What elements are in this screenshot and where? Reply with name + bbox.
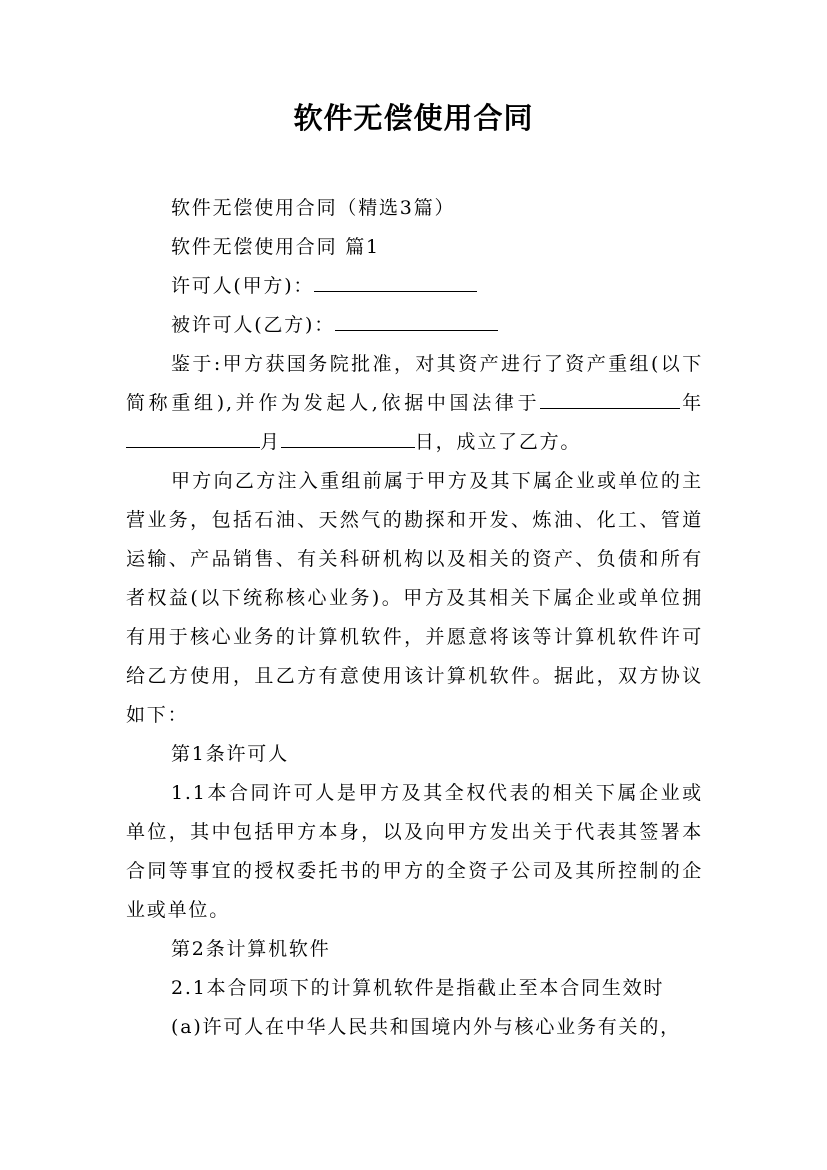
section-heading: 软件无偿使用合同 篇1	[171, 236, 380, 258]
date-blank-3	[281, 425, 415, 448]
background-paragraph: 甲方向乙方注入重组前属于甲方及其下属企业或单位的主营业务，包括石油、天然气的勘探和开发、炼油、化工、管道运输、产品销售、有关科研机构以及相关的资产、负债和所有者权益(以下统称核心业务)。甲方及其相关下属企业或单位拥有用于核心业务的计算机软件，并愿意将该等计算机软件许可给乙方使用，且乙方有意使用该计算机软件。据此，双方协议如下：	[126, 470, 703, 726]
licensee-label: 被许可人(乙方)：	[171, 314, 336, 336]
clause-1-1: 1.1本合同许可人是甲方及其全权代表的相关下属企业或单位，其中包括甲方本身，以及向甲方发出关于代表其签署本合同等事宜的授权委托书的甲方的全资子公司及其所控制的企业或单位。	[126, 782, 703, 921]
clause-2-1: 2.1本合同项下的计算机软件是指截止至本合同生效时	[171, 977, 665, 999]
month-label: 月	[260, 431, 281, 453]
date-blank-1	[540, 386, 680, 409]
licensor-line	[126, 267, 703, 306]
day-label: 日，成立了乙方。	[414, 431, 582, 453]
year-label: 年	[680, 392, 703, 414]
clause-2-1-a: (a)许可人在中华人民共和国境内外与核心业务有关的，	[171, 1016, 681, 1038]
document-body	[126, 189, 703, 1047]
subtitle-line: 软件无偿使用合同（精选3篇）	[171, 197, 456, 219]
document-title: 软件无偿使用合同	[293, 101, 534, 135]
licensee-line	[126, 306, 703, 345]
licensor-blank	[314, 269, 477, 292]
article-2-heading: 第2条计算机软件	[171, 938, 331, 960]
whereas-paragraph	[126, 345, 703, 462]
article-1-heading: 第1条许可人	[171, 743, 289, 765]
whereas-text: 鉴于:甲方获国务院批准，对其资产进行了资产重组(以下简称重组),并作为发起人,依据中国法律于	[126, 353, 703, 414]
licensor-label: 许可人(甲方)：	[171, 275, 315, 297]
licensee-blank	[335, 308, 498, 331]
date-blank-2	[126, 425, 260, 448]
